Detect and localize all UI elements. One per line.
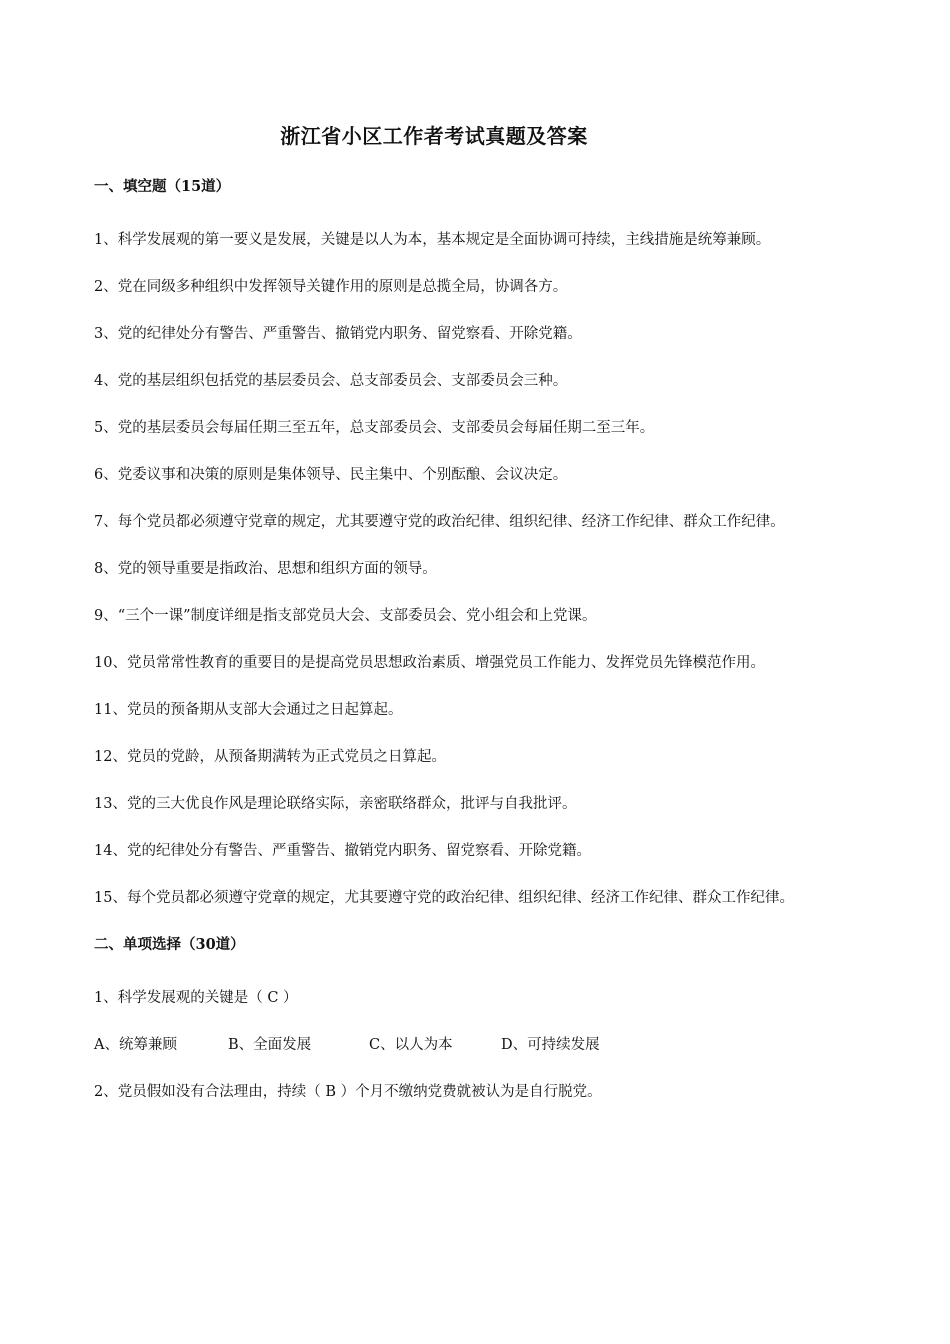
fill-in-item: 4、党的基层组织包括党的基层委员会、总支部委员会、支部委员会三种。 xyxy=(94,373,568,389)
choice-options xyxy=(58,1033,810,1057)
fill-in-item: 1、科学发展观的第一要义是发展，关键是以人为本，基本规定是全面协调可持续，主线措施是统筹兼顾。 xyxy=(94,232,771,248)
document-title: 浙江省小区工作者考试真题及答案 xyxy=(280,124,588,148)
fill-in-item: 13、党的三大优良作风是理论联络实际，亲密联络群众，批评与自我批评。 xyxy=(94,796,577,812)
fill-in-item: 5、党的基层委员会每届任期三至五年，总支部委员会、支部委员会每届任期二至三年。 xyxy=(94,420,655,436)
fill-in-item: 10、党员常常性教育的重要目的是提高党员思想政治素质、增强党员工作能力、发挥党员先锋模范作用。 xyxy=(94,655,765,671)
section-heading-fill-in: 一、填空题（15道） xyxy=(94,178,231,195)
fill-in-item: 12、党员的党龄，从预备期满转为正式党员之日算起。 xyxy=(94,749,446,765)
fill-in-item: 8、党的领导重要是指政治、思想和组织方面的领导。 xyxy=(94,561,437,577)
choice-question: 2、党员假如没有合法理由，持续（ B ）个月不缴纳党费就被认为是自行脱党。 xyxy=(94,1084,602,1100)
section-heading-single-choice: 二、单项选择（30道） xyxy=(94,936,245,953)
fill-in-item: 7、每个党员都必须遵守党章的规定，尤其要遵守党的政治纪律、组织纪律、经济工作纪律、群众工作纪律。 xyxy=(94,514,785,530)
choice-question: 1、科学发展观的关键是（ C ） xyxy=(94,990,298,1006)
fill-in-item: 14、党的纪律处分有警告、严重警告、撤销党内职务、留党察看、开除党籍。 xyxy=(94,843,591,859)
option-c: C、以人为本 xyxy=(369,1037,453,1053)
fill-in-item: 11、党员的预备期从支部大会通过之日起算起。 xyxy=(94,702,403,718)
option-b: B、全面发展 xyxy=(228,1037,312,1053)
fill-in-item: 9、“三个一课”制度详细是指支部党员大会、支部委员会、党小组会和上党课。 xyxy=(94,608,597,624)
fill-in-item: 3、党的纪律处分有警告、严重警告、撤销党内职务、留党察看、开除党籍。 xyxy=(94,326,582,342)
option-a: A、统筹兼顾 xyxy=(94,1037,177,1053)
fill-in-item: 2、党在同级多种组织中发挥领导关键作用的原则是总揽全局，协调各方。 xyxy=(94,279,568,295)
fill-in-item: 6、党委议事和决策的原则是集体领导、民主集中、个别酝酿、会议决定。 xyxy=(94,467,568,483)
option-d: D、可持续发展 xyxy=(501,1037,600,1053)
fill-in-item: 15、每个党员都必须遵守党章的规定，尤其要遵守党的政治纪律、组织纪律、经济工作纪律、群众工作纪律。 xyxy=(94,890,794,906)
